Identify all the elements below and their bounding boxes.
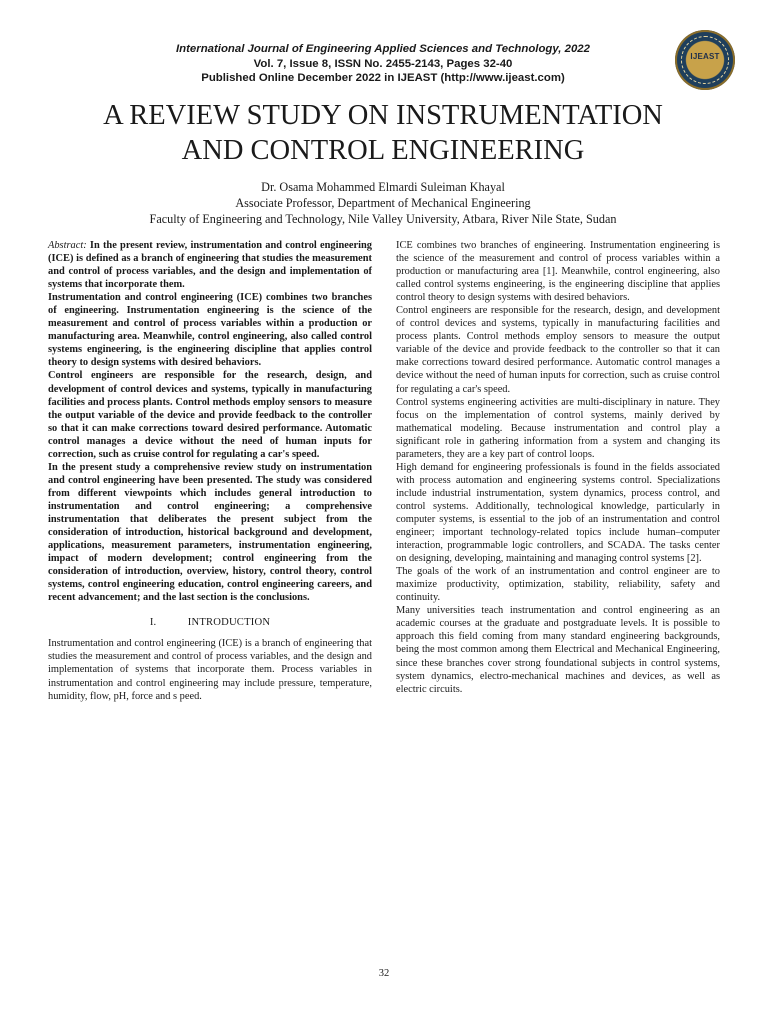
body-paragraph-5: The goals of the work of an instrumentation and control engineer are to maximize productivity, optimization, stability, reliability, safety and continuity. <box>396 566 720 604</box>
title-line-2: AND CONTROL ENGINEERING <box>181 135 585 166</box>
body-paragraph-4: High demand for engineering professionals is found in the fields associated with process automation and engineering systems control. Specializations include industrial instrumentation, system dynamics, process control, and control systems. Additionally, technological knowledge, particularly in computer systems, is essential to the job of an instrumentation and control engineer; important technology-related topics include human–computer interaction, programmable logic controllers, and SCADA. The tasks center on designing, developing, maintaining and managing control systems [2]. <box>396 461 720 565</box>
body-paragraph-2: Control engineers are responsible for the research, design, and development of control devices and systems, typically in manufacturing facilities and process plants. Control methods employ sensors to measure the output variable of the device and provide feedback to the controller so that it can make corrections toward desired performance. Automatic control manages a device without the need of human inputs for correction, such as cruise control for regulating a car's speed. <box>396 305 720 395</box>
abstract-paragraph-3: Control engineers are responsible for the research, design, and development of control devices and systems, typically in manufacturing facilities and process plants. Control methods employ sensors to measure the output variable of the device and provide feedback to the controller so that it can make corrections toward desired performance. Automatic control manages a device without the need of human inputs for correction, such as cruise control for regulating a car's speed. <box>48 370 372 460</box>
paper-title <box>40 98 726 168</box>
body-paragraph-1: ICE combines two branches of engineering. Instrumentation engineering is the science of the measurement and control of process variables within a production or manufacturing area [1]. Meanwhile, control engineering, also called control systems engineering, is the engineering discipline that applies control theory to design systems with desired behaviors. <box>396 240 720 304</box>
journal-volume: Vol. 7, Issue 8, ISSN No. 2455-2143, Pages 32-40 <box>253 57 513 70</box>
abstract-text-1: In the present review, instrumentation and control engineering (ICE) is defined as a branch of engineering that studies the measurement and control of process variables, and the design and implementation of systems that incorporate them. <box>48 240 372 291</box>
introduction-paragraph-1: Instrumentation and control engineering (ICE) is a branch of engineering that studies the measurement and control of process variables, and the design and implementation of systems that incorporate them. Process variables in instrumentation and control engineering may include pressure, temperature, humidity, flow, pH, force and s peed. <box>48 638 372 702</box>
body-paragraph-3: Control systems engineering activities are multi-disciplinary in nature. They focus on the implementation of control systems, mainly derived by mathematical modeling. Because instrumentation and control play a significant role in gathering information from a system and changing its parameters, they are a key part of control loops. <box>396 396 720 460</box>
logo-text: IJEAST <box>690 52 720 61</box>
journal-logo <box>675 30 735 90</box>
body-paragraph-6: Many universities teach instrumentation and control engineering as an academic courses at the graduate and postgraduate levels. It is possible to approach this field coming from many standard engineering backgrounds, being the most common among them Electrical and Mechanical Engineering, since these branches cover strong foundational subjects in control systems, system dynamics, electro-mechanical machines and devices, as well as electric circuits. <box>396 605 720 695</box>
author-name: Dr. Osama Mohammed Elmardi Suleiman Khayal <box>261 180 505 194</box>
author-position: Associate Professor, Department of Mechanical Engineering <box>235 195 531 210</box>
abstract-paragraph-1 <box>48 239 372 291</box>
journal-published: Published Online December 2022 in IJEAST (http://www.ijeast.com) <box>201 72 565 84</box>
journal-header <box>100 42 666 86</box>
left-column <box>48 239 372 703</box>
abstract-paragraph-4: In the present study a comprehensive review study on instrumentation and control engineering have been presented. The study was considered from different viewpoints which includes general introduction to instrumentation and control engineering; a comprehensive instrumentation that deliberates the present subject from the consideration of introduction, historical background and development, applications, measurement parameters, instrumentation engineering, impact of modern development; control engineering from the consideration of introduction, overview, history, control theory, control systems, control engineering education, control engineering careers, and recent advancement; and the last section is the conclusions. <box>48 461 372 604</box>
abstract-paragraph-2: Instrumentation and control engineering (ICE) combines two branches of engineering. Instrumentation engineering is the science of the measurement and control of process variables within a production or manufacturing area. Meanwhile, control engineering, also called control systems engineering, is the engineering discipline that applies control theory to design systems with desired behaviors. <box>48 292 372 369</box>
author-block <box>40 180 726 227</box>
right-column <box>396 239 720 696</box>
title-line-1: A REVIEW STUDY ON INSTRUMENTATION <box>103 100 663 131</box>
author-affiliation: Faculty of Engineering and Technology, Nile Valley University, Atbara, River Nile State, Sudan <box>149 211 617 226</box>
page-number: 32 <box>378 968 390 979</box>
abstract-label: Abstract: <box>48 240 87 251</box>
journal-name: International Journal of Engineering Applied Sciences and Technology, 2022 <box>176 43 590 55</box>
section-heading-introduction: I. INTRODUCTION <box>149 617 271 629</box>
